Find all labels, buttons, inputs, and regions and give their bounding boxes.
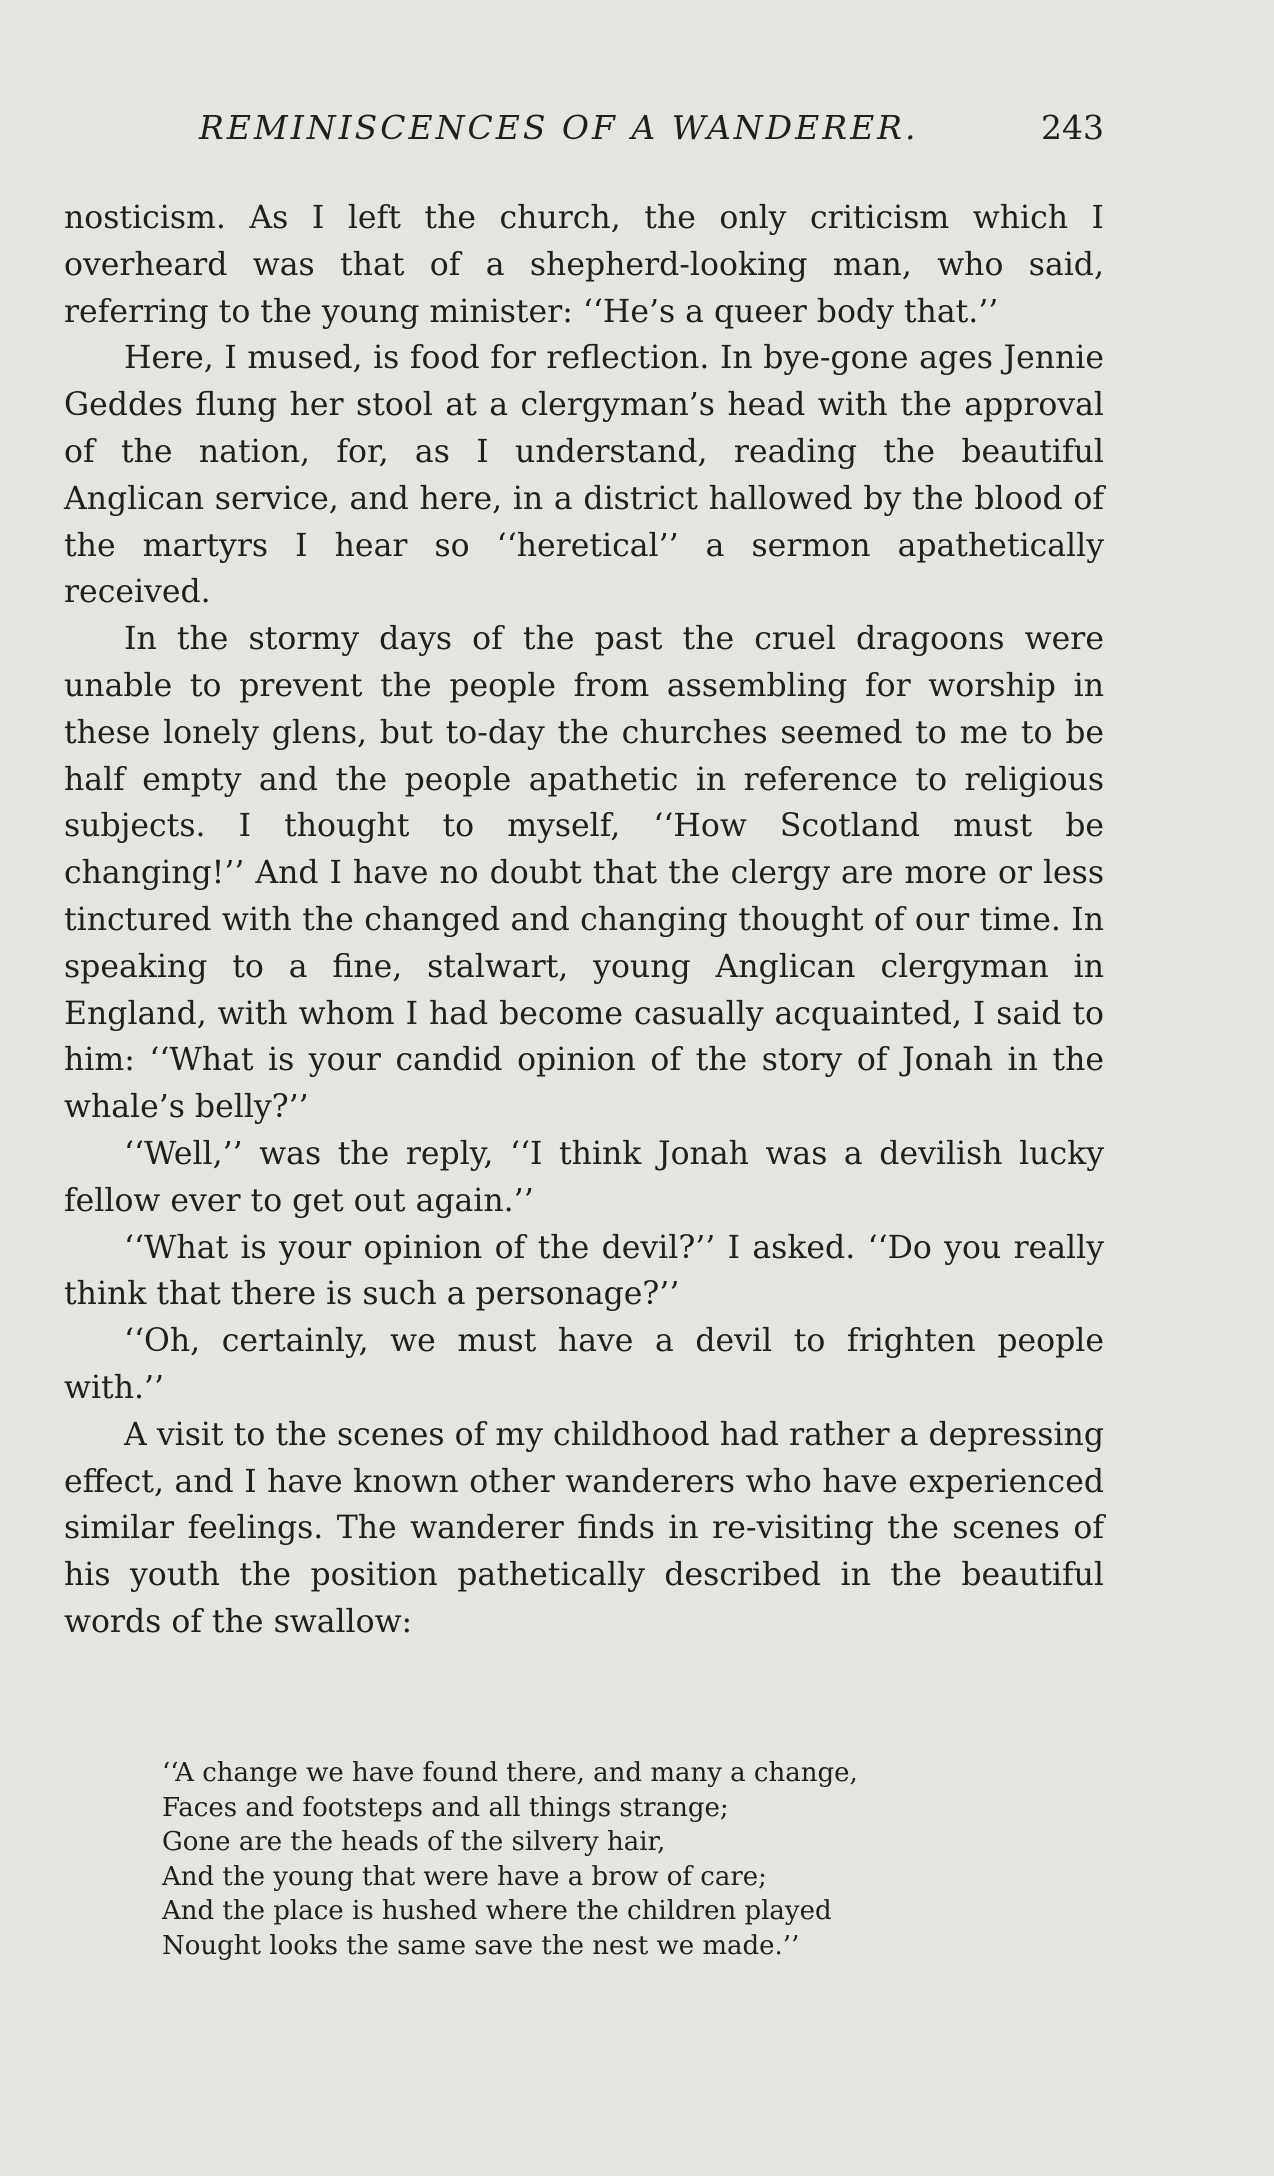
paragraph: ‘‘What is your opinion of the devil?’’ I asked. ‘‘Do you really think that there is such a personage?’’ (64, 1229, 1104, 1313)
poem-line: ‘‘A change we have found there, and many a change, (162, 1758, 858, 1788)
body-text (64, 195, 1104, 1646)
page-number: 243 (1041, 108, 1104, 147)
poem-line: And the place is hushed where the children played (162, 1896, 832, 1926)
poem-line: Nought looks the same save the nest we made.’’ (162, 1930, 800, 1961)
poem-quote (162, 1756, 1062, 1963)
paragraph-continued: nosticism. As I left the church, the only criticism which I overheard was that of a shepherd-looking man, who said, referring to the young minister: ‘‘He’s a queer body that.’’ (64, 200, 1104, 330)
paragraph: A visit to the scenes of my childhood had rather a depressing effect, and I have known other wanderers who have experienced similar feelings. The wanderer finds in re-visiting the scenes of his youth the position pathetically described in the beautiful words of the swallow: (64, 1416, 1104, 1640)
poem-line: And the young that were have a brow of care; (162, 1861, 767, 1892)
paragraph: ‘‘Well,’’ was the reply, ‘‘I think Jonah was a devilish lucky fellow ever to get out again.’’ (64, 1135, 1104, 1219)
poem-line: Gone are the heads of the silvery hair, (162, 1827, 666, 1857)
page-header (64, 108, 1104, 156)
running-title: REMINISCENCES OF A WANDERER. (199, 108, 919, 147)
poem-line: Faces and footsteps and all things strange; (162, 1792, 729, 1823)
paragraph: Here, I mused, is food for reflection. In bye-gone ages Jennie Geddes flung her stool at a clergyman’s head with the approval of the nation, for, as I understand, reading the beautiful Anglican service, and here, in a district hallowed by the blood of the martyrs I hear so ‘‘heretical’’ a sermon apathetically received. (64, 340, 1104, 611)
paragraph: ‘‘Oh, certainly, we must have a devil to frighten people with.’’ (64, 1323, 1104, 1406)
paragraph: In the stormy days of the past the cruel dragoons were unable to prevent the people from assembling for worship in these lonely glens, but to-day the churches seemed to me to be half empty and the people apathetic in reference to religious subjects. I thought to myself, ‘‘How Scotland must be changing!’’ And I have no doubt that the clergy are more or less tinctured with the changed and changing thought of our time. In speaking to a fine, stalwart, young Anglican clergyman in England, with whom I had become casually acquainted, I said to him: ‘‘What is your candid opinion of the story of Jonah in the whale’s belly?’’ (64, 621, 1104, 1126)
